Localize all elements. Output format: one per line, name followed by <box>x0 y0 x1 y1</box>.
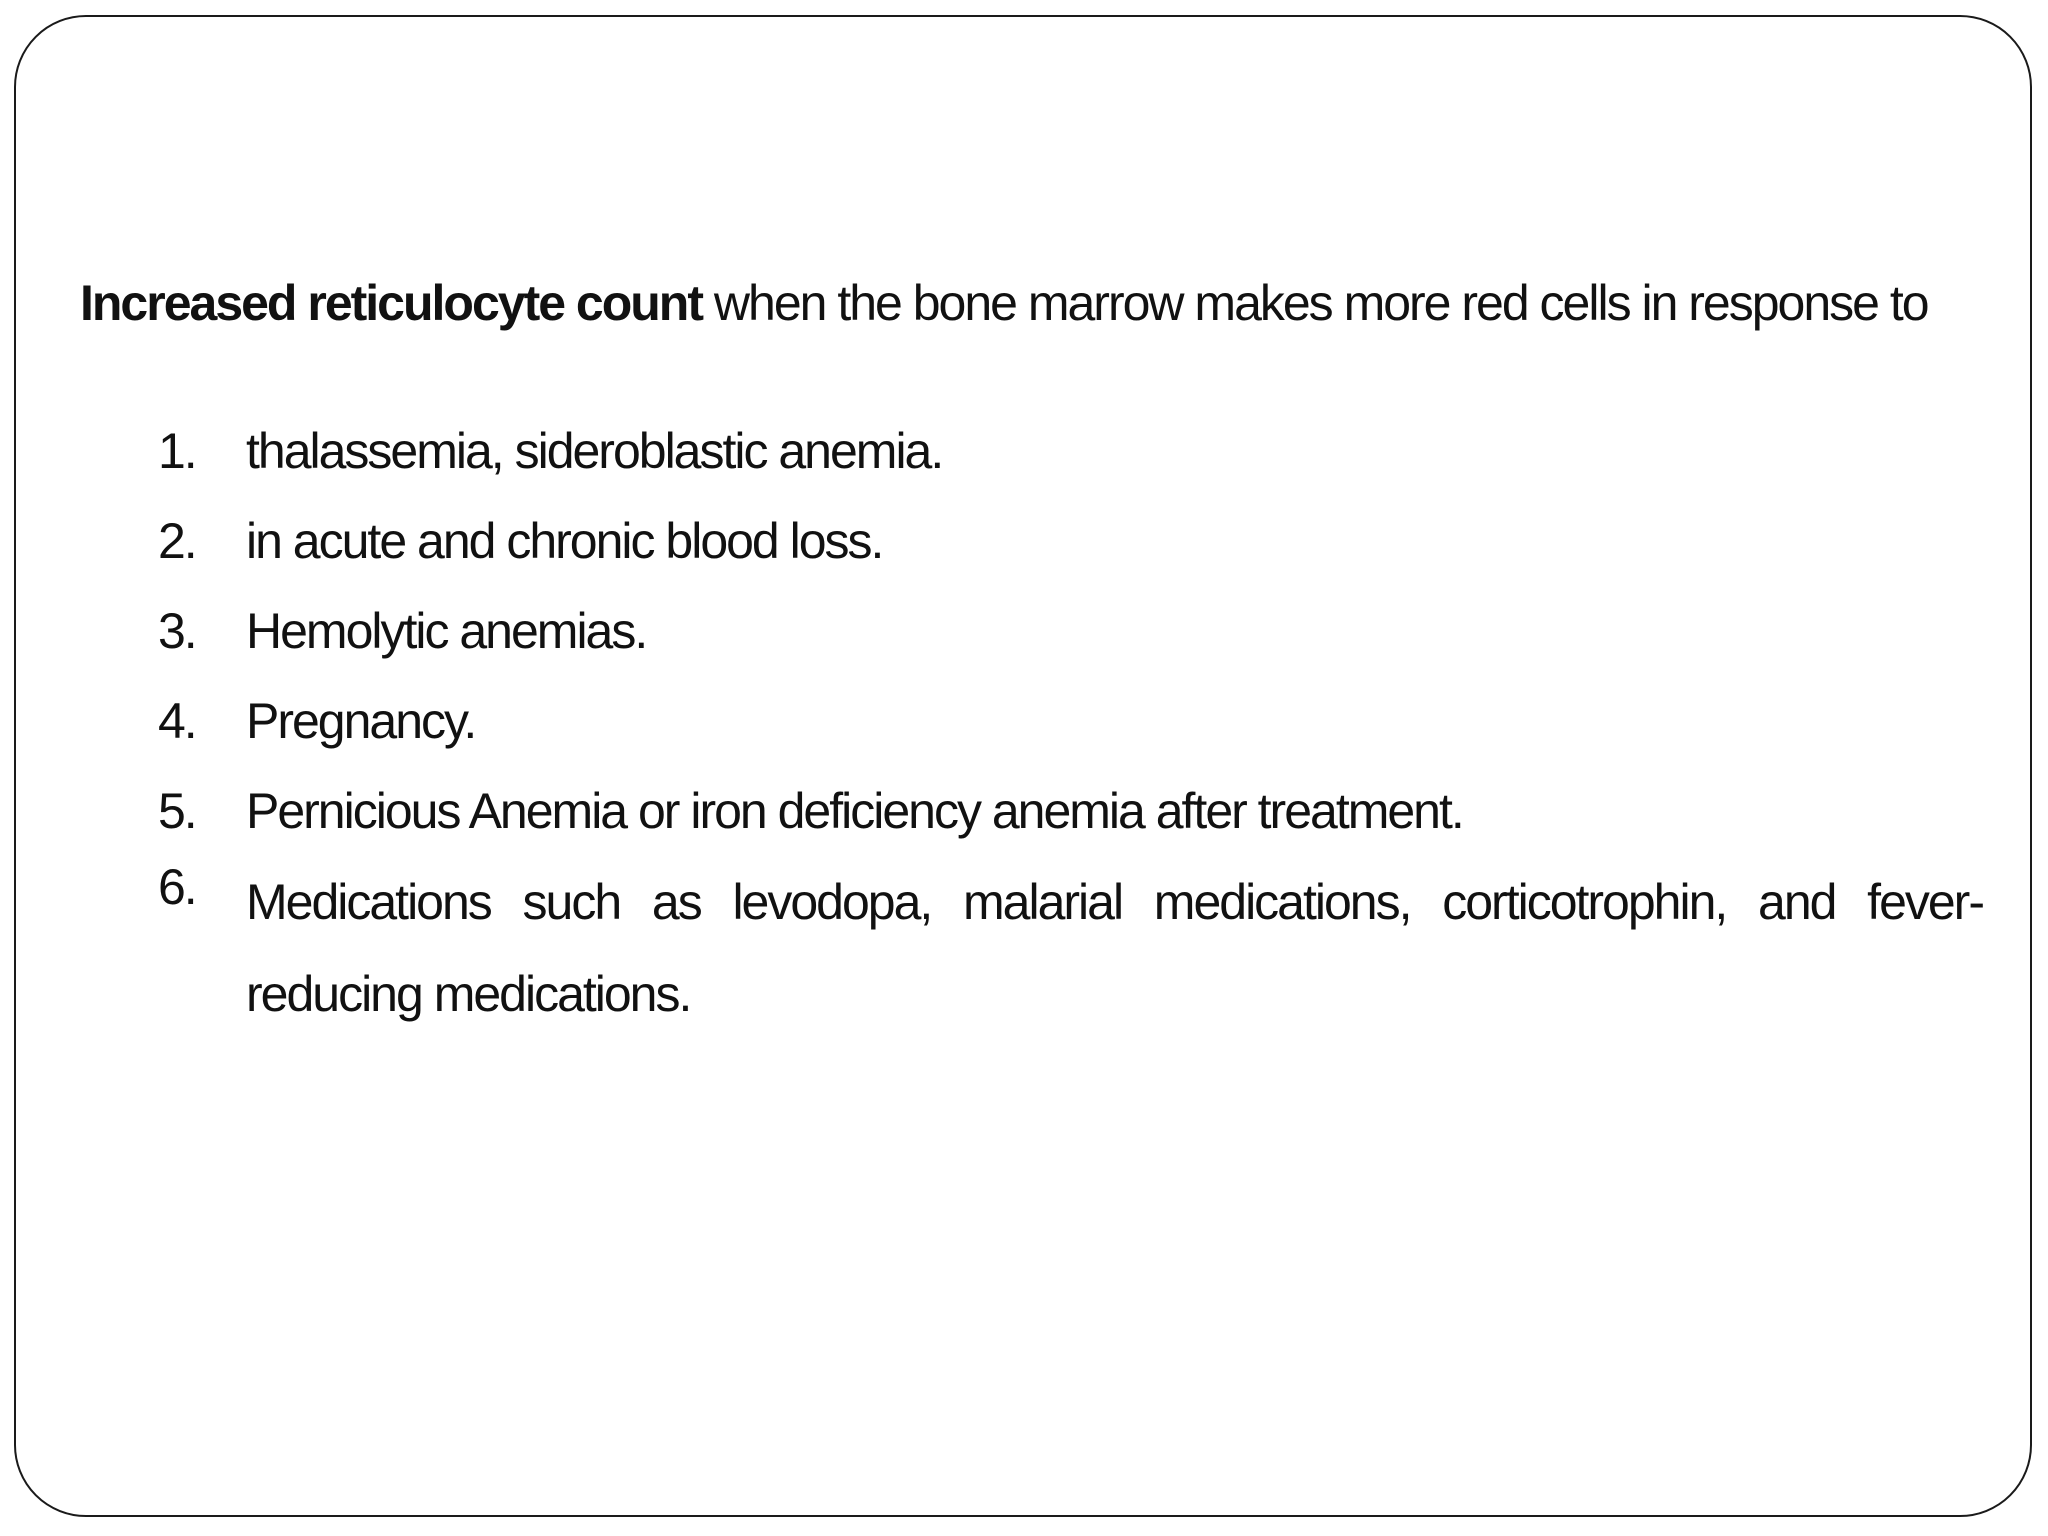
list-item <box>158 780 1983 842</box>
list-item <box>158 856 1983 1040</box>
list-item-number: 3. <box>158 603 196 659</box>
list-item-text: thalassemia, sideroblastic anemia. <box>246 423 943 479</box>
intro-bold-phrase: Increased reticulocyte count <box>80 275 703 331</box>
list-item-number: 1. <box>158 423 196 479</box>
list-item-number: 2. <box>158 513 196 569</box>
list-item-text: Hemolytic anemias. <box>246 603 647 659</box>
list-item-text: Pregnancy. <box>246 693 476 749</box>
list-item-text: in acute and chronic blood loss. <box>246 513 883 569</box>
list-item <box>158 690 1983 752</box>
list-item <box>158 420 1983 482</box>
list-item-number: 4. <box>158 693 196 749</box>
list-item-number: 5. <box>158 783 196 839</box>
list-item-text: Pernicious Anemia or iron deficiency anemia after treatment. <box>246 783 1463 839</box>
causes-list <box>158 420 1983 1068</box>
intro-rest: when the bone marrow makes more red cells in response to <box>702 275 1928 331</box>
intro-sentence <box>80 272 1980 334</box>
list-item-text: Medications such as levodopa, malarial medications, corticotrophin, and fever-reducing medications. <box>246 874 1983 1022</box>
list-item <box>158 510 1983 572</box>
list-item <box>158 600 1983 662</box>
list-item-number: 6. <box>158 859 196 915</box>
